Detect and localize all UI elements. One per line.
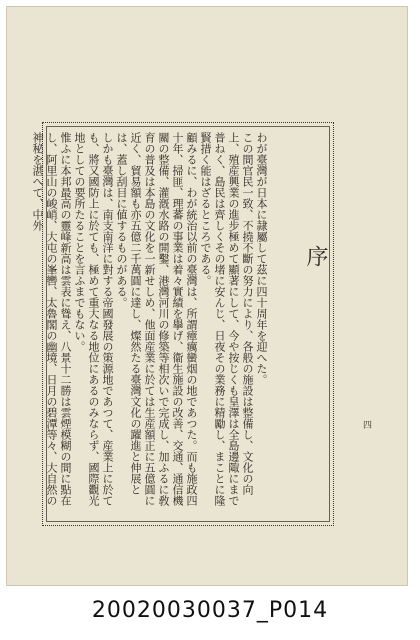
page-number: 四 <box>361 420 371 429</box>
preface-body <box>31 132 268 516</box>
paragraph: 顧みるに、わが統治以前の臺灣は、所謂瘴癘蠻烟の地であつた。而も施政四十年、掃匪、理蕃の事業は着々實績を擧げ、衞生施設の改善、交通、通信機關の整備、灌漑水路の開鑿、港灣河川の修築等相次いで完成し、加ふるに敎育の普及は本島の文化を一新せしめ、他面産業に於ては生産額正に五億圓に近く、貿易額も亦五億二千萬圓に達し、燦然たる臺灣文化の躍進と伸展とは、蓋し刮目に値するものがある。 <box>115 132 198 506</box>
page-title: 序 <box>303 245 328 267</box>
image-id-caption: 20020030037_P014 <box>91 598 329 623</box>
paragraph: わが臺灣が日本に隷屬して茲に四十周年を迎へた。 <box>255 132 268 385</box>
paragraph: この間官民一致、不撓不斷の努力により、各般の施設は整備し、文化の向上、殖産興業の進步極めて顯著にして、今や按じくも皇澤は全島邊陬にまで普ねく、島民は齊しくその堵に安んじ、日夜その業務に精勵し、まことに隆賢措く能はざるところである。 <box>199 132 254 506</box>
paragraph: 惟ふに本邦最高の靈峰新高は雲表に聳え、八景十二勝は雲煙模糊の間に點在し、阿里山の峻峭、大屯の峯轡、太魯閣の幽境、日月の碧潭等々、大自然の神秘を湛へて、中外 <box>31 132 72 506</box>
paragraph: しかも臺灣は、南支南洋に對する帝國發展の策源地であつて、産業上に於ても、將又國防上に於ても、極めて重大なる地位にあるのみならず、國際觀光地としての要所たることを言ふまでもない。 <box>73 132 114 506</box>
